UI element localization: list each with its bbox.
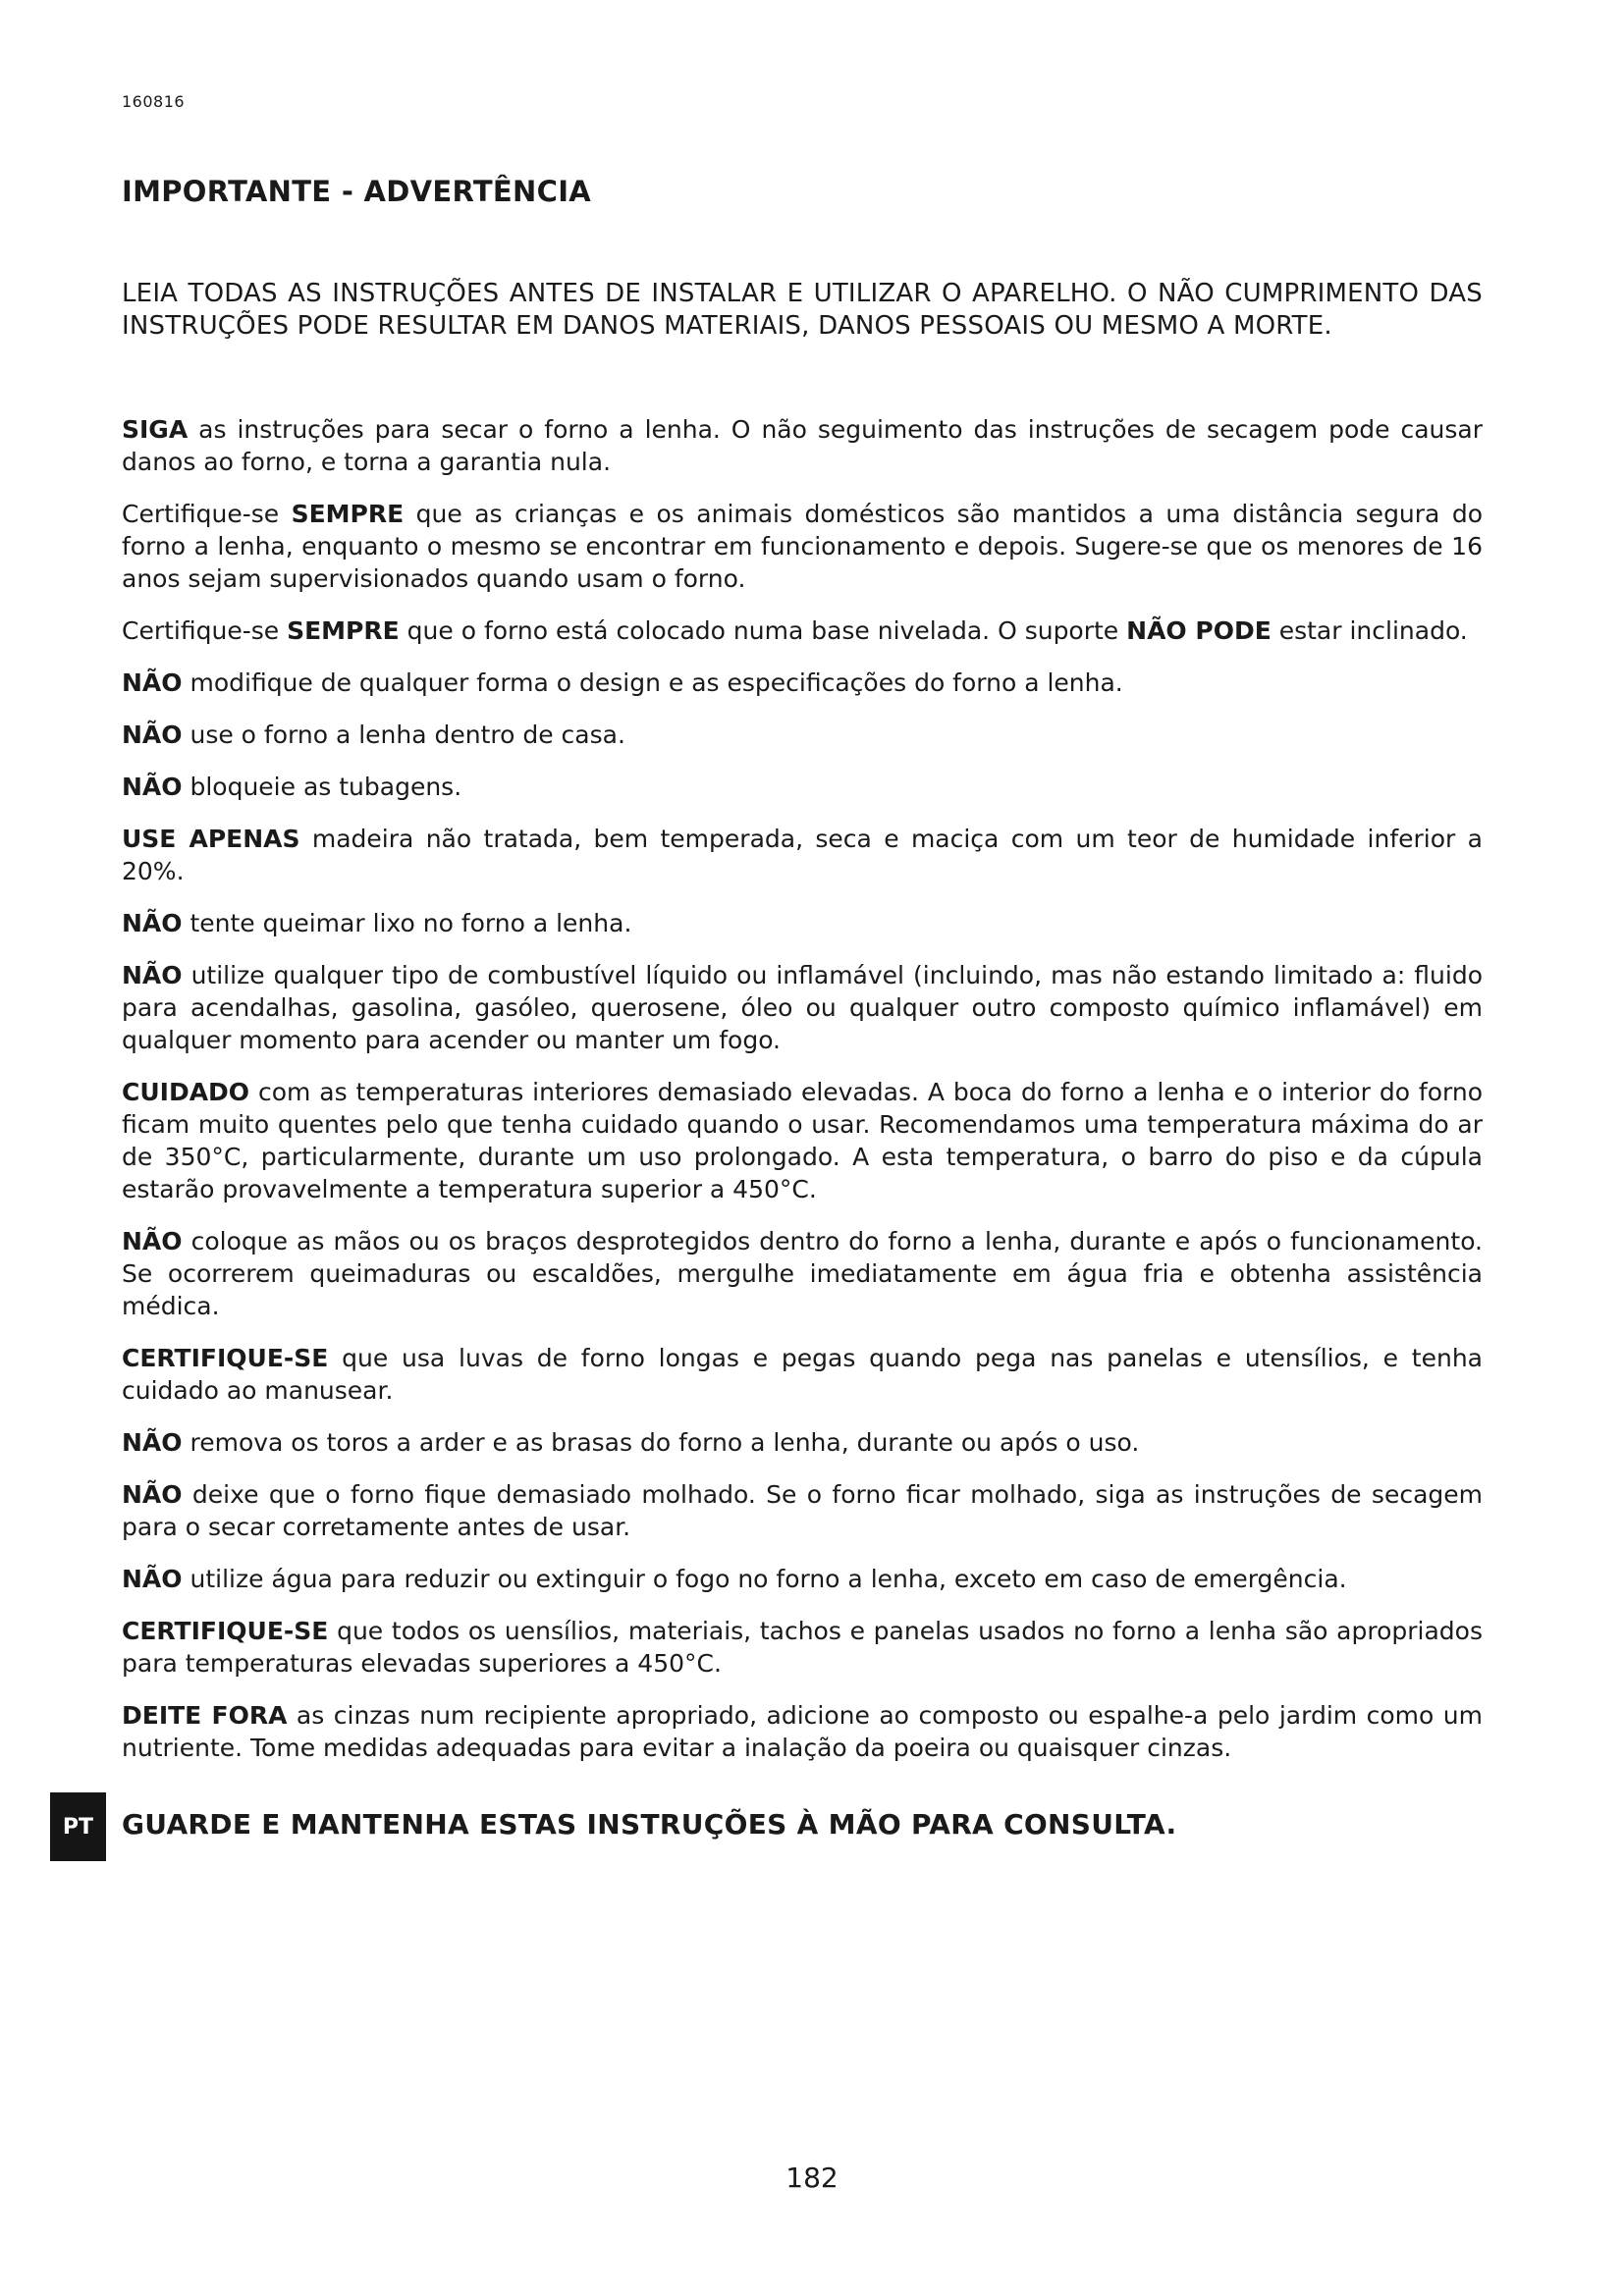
paragraph-text: deixe que o forno fique demasiado molhado. Se o forno ficar molhado, siga as instruções de secagem para o secar corretamente antes de usar. xyxy=(122,1480,1483,1541)
paragraph-text: que o forno está colocado numa base nivelada. O suporte xyxy=(399,616,1127,645)
paragraph-text: as instruções para secar o forno a lenha. O não seguimento das instruções de secagem pode causar danos ao forno, e torna a garantia nula. xyxy=(122,415,1483,476)
emphasis-keyword: SIGA xyxy=(122,415,189,444)
instruction-paragraph xyxy=(122,959,1483,1056)
paragraph-text: estar inclinado. xyxy=(1271,616,1468,645)
paragraph-text: com as temperaturas interiores demasiado elevadas. A boca do forno a lenha e o interior do forno ficam muito quentes pelo que tenha cuidado quando o usar. Recomendamos uma temperatura máxima do ar de 350°C, particularmente, durante um uso prolongado. A esta temperatura, o barro do piso e da cúpula estarão provavelmente a temperatura superior a 450°C. xyxy=(122,1078,1483,1203)
emphasis-keyword: NÃO PODE xyxy=(1126,616,1272,645)
paragraph-text: tente queimar lixo no forno a lenha. xyxy=(182,909,632,937)
instruction-paragraph xyxy=(122,1699,1483,1764)
instruction-paragraph xyxy=(122,413,1483,478)
emphasis-keyword: CERTIFIQUE-SE xyxy=(122,1617,329,1645)
intro-warning: LEIA TODAS AS INSTRUÇÕES ANTES DE INSTALAR E UTILIZAR O APARELHO. O NÃO CUMPRIMENTO DAS INSTRUÇÕES PODE RESULTAR EM DANOS MATERIAIS, DANOS PESSOAIS OU MESMO A MORTE. xyxy=(122,279,1483,341)
paragraph-text: que usa luvas de forno longas e pegas quando pega nas panelas e utensílios, e tenha cuidado ao manusear. xyxy=(122,1344,1483,1405)
instruction-list xyxy=(122,413,1483,1784)
instruction-paragraph xyxy=(122,1563,1483,1595)
instruction-paragraph xyxy=(122,1615,1483,1680)
emphasis-keyword: NÃO xyxy=(122,961,183,989)
emphasis-keyword: NÃO xyxy=(122,721,183,749)
instruction-paragraph xyxy=(122,667,1483,699)
instruction-paragraph xyxy=(122,719,1483,751)
instruction-paragraph xyxy=(122,614,1483,647)
paragraph-text: utilize qualquer tipo de combustível líquido ou inflamável (incluindo, mas não estando limitado a: fluido para acendalhas, gasolina, gasóleo, querosene, óleo ou qualquer outro composto químico inflamável) em qualquer momento para acender ou manter um fogo. xyxy=(122,961,1483,1054)
paragraph-text: Certifique-se xyxy=(122,500,292,528)
paragraph-text: remova os toros a arder e as brasas do forno a lenha, durante ou após o uso. xyxy=(182,1428,1140,1457)
instruction-paragraph xyxy=(122,1478,1483,1543)
emphasis-keyword: NÃO xyxy=(122,668,183,697)
instruction-paragraph xyxy=(122,498,1483,595)
instruction-paragraph xyxy=(122,1342,1483,1407)
instruction-paragraph xyxy=(122,823,1483,887)
instruction-paragraph xyxy=(122,1426,1483,1459)
paragraph-text: modifique de qualquer forma o design e as especificações do forno a lenha. xyxy=(182,668,1123,697)
emphasis-keyword: SEMPRE xyxy=(291,500,405,528)
paragraph-text: use o forno a lenha dentro de casa. xyxy=(182,721,625,749)
emphasis-keyword: CERTIFIQUE-SE xyxy=(122,1344,329,1372)
emphasis-keyword: NÃO xyxy=(122,1565,183,1593)
emphasis-keyword: NÃO xyxy=(122,773,183,801)
emphasis-keyword: NÃO xyxy=(122,1428,183,1457)
paragraph-text: as cinzas num recipiente apropriado, adicione ao composto ou espalhe-a pelo jardim como um nutriente. Tome medidas adequadas para evitar a inalação da poeira ou quaisquer cinzas. xyxy=(122,1701,1483,1762)
document-code: 160816 xyxy=(122,92,186,111)
emphasis-keyword: DEITE FORA xyxy=(122,1701,288,1730)
paragraph-text: coloque as mãos ou os braços desprotegidos dentro do forno a lenha, durante e após o funcionamento. Se ocorrerem queimaduras ou escaldões, mergulhe imediatamente em água fria e obtenha assistência médica. xyxy=(122,1227,1483,1320)
emphasis-keyword: NÃO xyxy=(122,909,183,937)
paragraph-text: que as crianças e os animais domésticos são mantidos a uma distância segura do forno a lenha, enquanto o mesmo se encontrar em funcionamento e depois. Sugere-se que os menores de 16 anos sejam supervisionados quando usam o forno. xyxy=(122,500,1483,593)
paragraph-text: Certifique-se xyxy=(122,616,288,645)
paragraph-text: madeira não tratada, bem temperada, seca e maciça com um teor de humidade inferior a 20%. xyxy=(122,825,1483,885)
emphasis-keyword: CUIDADO xyxy=(122,1078,250,1106)
instruction-paragraph xyxy=(122,1076,1483,1205)
paragraph-text: utilize água para reduzir ou extinguir o fogo no forno a lenha, exceto em caso de emergência. xyxy=(182,1565,1347,1593)
page-title: IMPORTANTE - ADVERTÊNCIA xyxy=(122,175,592,208)
page-number: 182 xyxy=(785,2162,839,2194)
footer-heading: GUARDE E MANTENHA ESTAS INSTRUÇÕES À MÃO PARA CONSULTA. xyxy=(122,1808,1177,1841)
emphasis-keyword: USE APENAS xyxy=(122,825,300,853)
emphasis-keyword: NÃO xyxy=(122,1480,183,1509)
emphasis-keyword: SEMPRE xyxy=(287,616,400,645)
paragraph-text: que todos os uensílios, materiais, tachos e panelas usados no forno a lenha são apropriados para temperaturas elevadas superiores a 450°C. xyxy=(122,1617,1483,1678)
instruction-paragraph xyxy=(122,907,1483,939)
emphasis-keyword: NÃO xyxy=(122,1227,183,1255)
instruction-paragraph xyxy=(122,1225,1483,1322)
paragraph-text: bloqueie as tubagens. xyxy=(182,773,462,801)
language-tab: PT xyxy=(50,1792,106,1861)
instruction-paragraph xyxy=(122,771,1483,803)
